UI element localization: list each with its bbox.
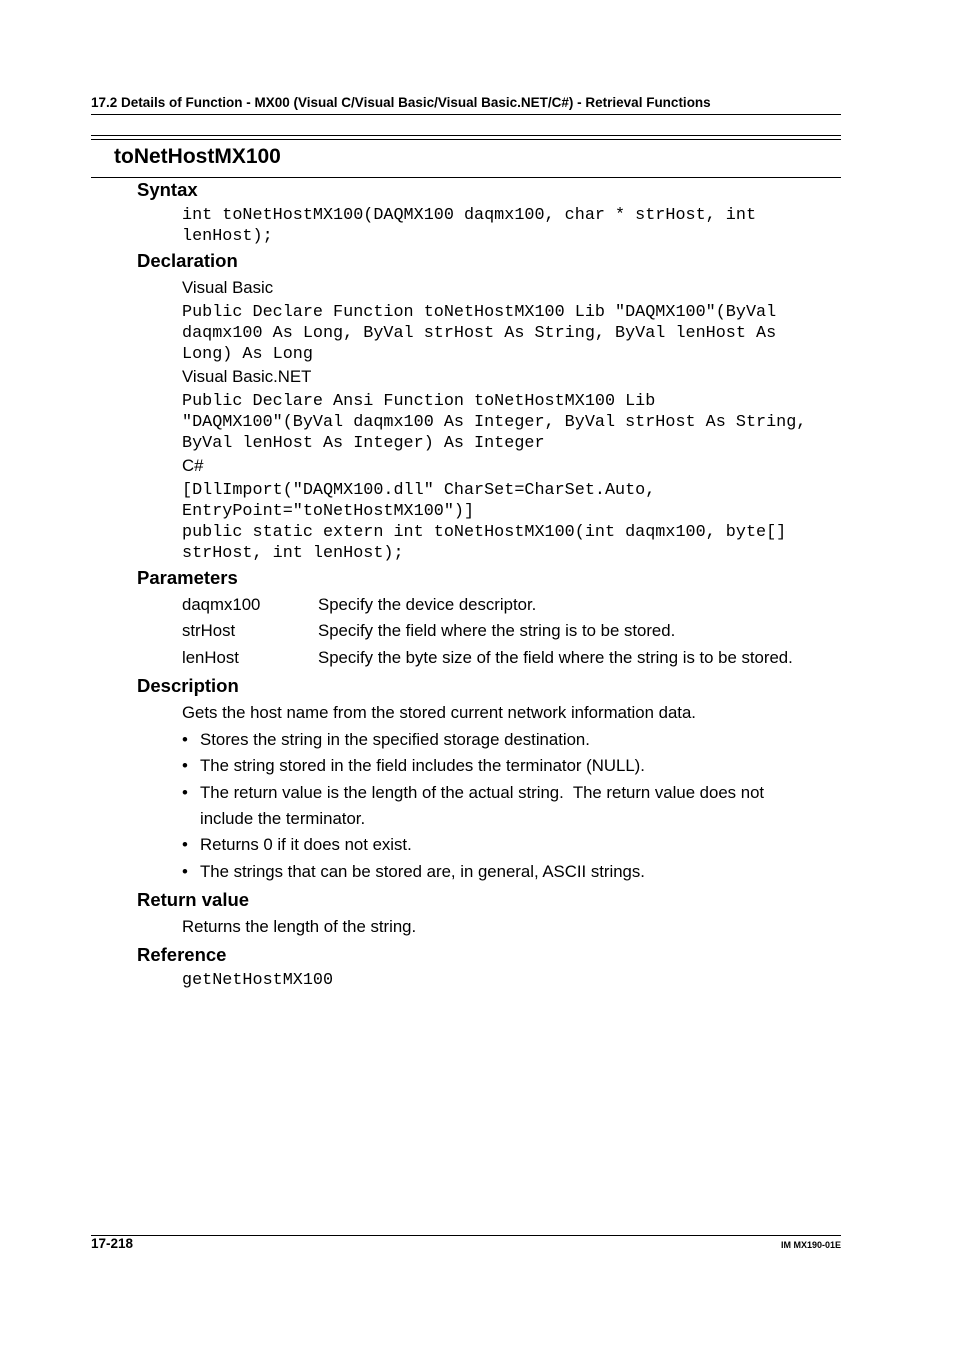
return-value-text: Returns the length of the string. — [182, 917, 417, 936]
function-title: toNetHostMX100 — [114, 145, 281, 168]
title-rule — [91, 177, 841, 178]
cs-label: C# — [182, 456, 204, 475]
parameters-heading: Parameters — [137, 567, 238, 588]
bullet-item: The string stored in the field includes the terminator (NULL). — [200, 756, 645, 775]
description-heading: Description — [137, 675, 239, 696]
bullet-item: The strings that can be stored are, in general, ASCII strings. — [200, 862, 645, 881]
header-rule-double-2 — [91, 139, 841, 140]
bullet-marker: • — [182, 783, 188, 802]
description-intro: Gets the host name from the stored current network information data. — [182, 703, 696, 722]
bullet-item: Stores the string in the specified storage destination. — [200, 730, 590, 749]
bullet-marker: • — [182, 730, 188, 749]
vbnet-code: Public Declare Ansi Function toNetHostMX100 Lib "DAQMX100"(ByVal daqmx100 As Integer, ByVal strHost As String, ByVal lenHost As Integer) As Integer — [182, 392, 807, 453]
return-value-heading: Return value — [137, 889, 250, 910]
footer-rule — [91, 1235, 841, 1236]
bullet-marker: • — [182, 835, 188, 854]
bullet-item: Returns 0 if it does not exist. — [200, 835, 412, 854]
bullet-marker: • — [182, 862, 188, 881]
syntax-heading: Syntax — [137, 179, 198, 200]
param-desc: Specify the device descriptor. — [318, 595, 537, 614]
page-number: 17-218 — [91, 1236, 134, 1251]
param-desc: Specify the byte size of the field where the string is to be stored. — [318, 648, 793, 667]
reference-heading: Reference — [137, 944, 227, 965]
vb-label: Visual Basic — [182, 278, 274, 297]
param-name: daqmx100 — [182, 595, 261, 614]
vbnet-label: Visual Basic.NET — [182, 367, 312, 386]
running-header: 17.2 Details of Function - MX00 (Visual C/Visual Basic/Visual Basic.NET/C#) - Retrieval Functions — [91, 95, 711, 110]
syntax-code: int toNetHostMX100(DAQMX100 daqmx100, char * strHost, int lenHost); — [182, 206, 757, 246]
param-desc: Specify the field where the string is to be stored. — [318, 621, 676, 640]
bullet-item: The return value is the length of the actual string. The return value does not include the terminator. — [200, 783, 765, 828]
param-name: lenHost — [182, 648, 239, 667]
declaration-heading: Declaration — [137, 250, 238, 271]
header-rule-top — [91, 114, 841, 115]
param-name: strHost — [182, 621, 236, 640]
cs-code: [DllImport("DAQMX100.dll" CharSet=CharSet.Auto, EntryPoint="toNetHostMX100")] public static extern int toNetHostMX100(int daqmx100, byte[] strHost, int lenHost); — [182, 481, 787, 563]
document-id: IM MX190-01E — [780, 1240, 841, 1250]
bullet-marker: • — [182, 756, 188, 775]
reference-link[interactable]: getNetHostMX100 — [182, 971, 334, 990]
header-rule-double-1 — [91, 135, 841, 136]
vb-code: Public Declare Function toNetHostMX100 Lib "DAQMX100"(ByVal daqmx100 As Long, ByVal strHost As String, ByVal lenHost As Long) As Long — [182, 303, 777, 364]
